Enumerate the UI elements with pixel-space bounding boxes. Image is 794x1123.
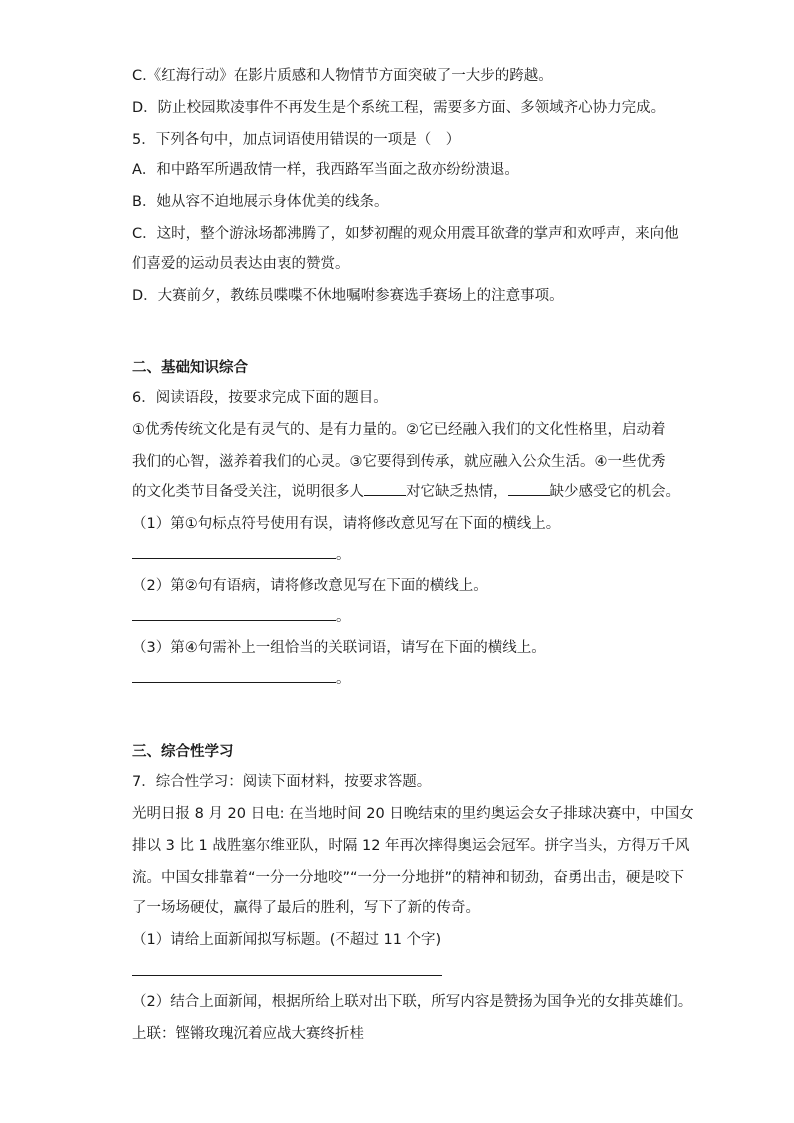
q6-passage-line2: 我们的心智，滋养着我们的心灵。③它要得到传承，就应融入公众生活。④一些优秀 — [132, 454, 666, 470]
q5-option-a: A．和中路军所遇敌情一样，我西路军当面之敌亦纷纷溃退。 — [132, 162, 519, 178]
q6-passage-line3 — [132, 482, 680, 502]
news-line1: 光明日报 8 月 20 日电: 在当地时间 20 日晚结束的里约奥运会女子排球决赛中，中国女 — [132, 806, 694, 822]
q5-option-c-line2: 们喜爱的运动员表达由衷的赞赏。 — [132, 256, 350, 272]
blank-1[interactable] — [364, 482, 406, 496]
q6-stem: 6．阅读语段，按要求完成下面的题目。 — [132, 390, 388, 406]
news-line3: 流。中国女排靠着“一分一分地咬”“一分一分地拼”的精神和韧劲，奋勇出击，硬是咬下 — [132, 870, 685, 886]
q7-stem: 7．综合性学习：阅读下面材料，按要求答题。 — [132, 774, 432, 790]
q6-sub1: （1）第①句标点符号使用有误，请将修改意见写在下面的横线上。 — [132, 516, 561, 532]
passage-text-b: 对它缺乏热情， — [406, 484, 508, 500]
q6-sub3: （3）第④句需补上一组恰当的关联词语，请写在下面的横线上。 — [132, 640, 546, 656]
q4-option-c: C.《红海行动》在影片质感和人物情节方面突破了一大步的跨越。 — [132, 68, 553, 84]
news-line2: 排以 3 比 1 战胜塞尔维亚队，时隔 12 年再次摔得奥运会冠军。拼字当头，方得万千风 — [132, 838, 690, 854]
q7-answer-line-1[interactable] — [132, 975, 442, 976]
q5-option-d: D．大赛前夕，教练员喋喋不休地嘱咐参赛选手赛场上的注意事项。 — [132, 288, 564, 304]
q6-answer-line-3[interactable]: 。 — [132, 669, 351, 689]
q5-option-b: B．她从容不迫地展示身体优美的线条。 — [132, 194, 389, 210]
q6-sub2: （2）第②句有语病，请将修改意见写在下面的横线上。 — [132, 578, 488, 594]
q6-answer-line-2[interactable]: 。 — [132, 607, 351, 627]
couplet-upper: 上联：铿锵玫瑰沉着应战大赛终折桂 — [132, 1026, 364, 1042]
q5-stem: 5．下列各句中，加点词语使用错误的一项是（ ） — [132, 132, 461, 148]
section-2-heading: 二、基础知识综合 — [132, 360, 248, 376]
q5-option-c-line1: C．这时，整个游泳场都沸腾了，如梦初醒的观众用震耳欲聋的掌声和欢呼声，来向他 — [132, 226, 679, 242]
news-line4: 了一场场硬仗，赢得了最后的胜利，写下了新的传奇。 — [132, 900, 480, 916]
q7-sub2: （2）结合上面新闻，根据所给上联对出下联，所写内容是赞扬为国争光的女排英雄们。 — [132, 994, 693, 1010]
q4-option-d: D．防止校园欺凌事件不再发生是个系统工程，需要多方面、多领域齐心协力完成。 — [132, 100, 666, 116]
q7-sub1: （1）请给上面新闻拟写标题。(不超过 11 个字) — [132, 932, 442, 948]
q6-answer-line-1[interactable]: 。 — [132, 545, 351, 565]
passage-text-c: 缺少感受它的机会。 — [549, 484, 680, 500]
passage-text-a: 的文化类节目备受关注，说明很多人 — [132, 484, 364, 500]
q6-passage-line1: ①优秀传统文化是有灵气的、是有力量的。②它已经融入我们的文化性格里，启动着 — [132, 422, 666, 438]
blank-2[interactable] — [508, 482, 550, 496]
section-3-heading: 三、综合性学习 — [132, 744, 234, 760]
